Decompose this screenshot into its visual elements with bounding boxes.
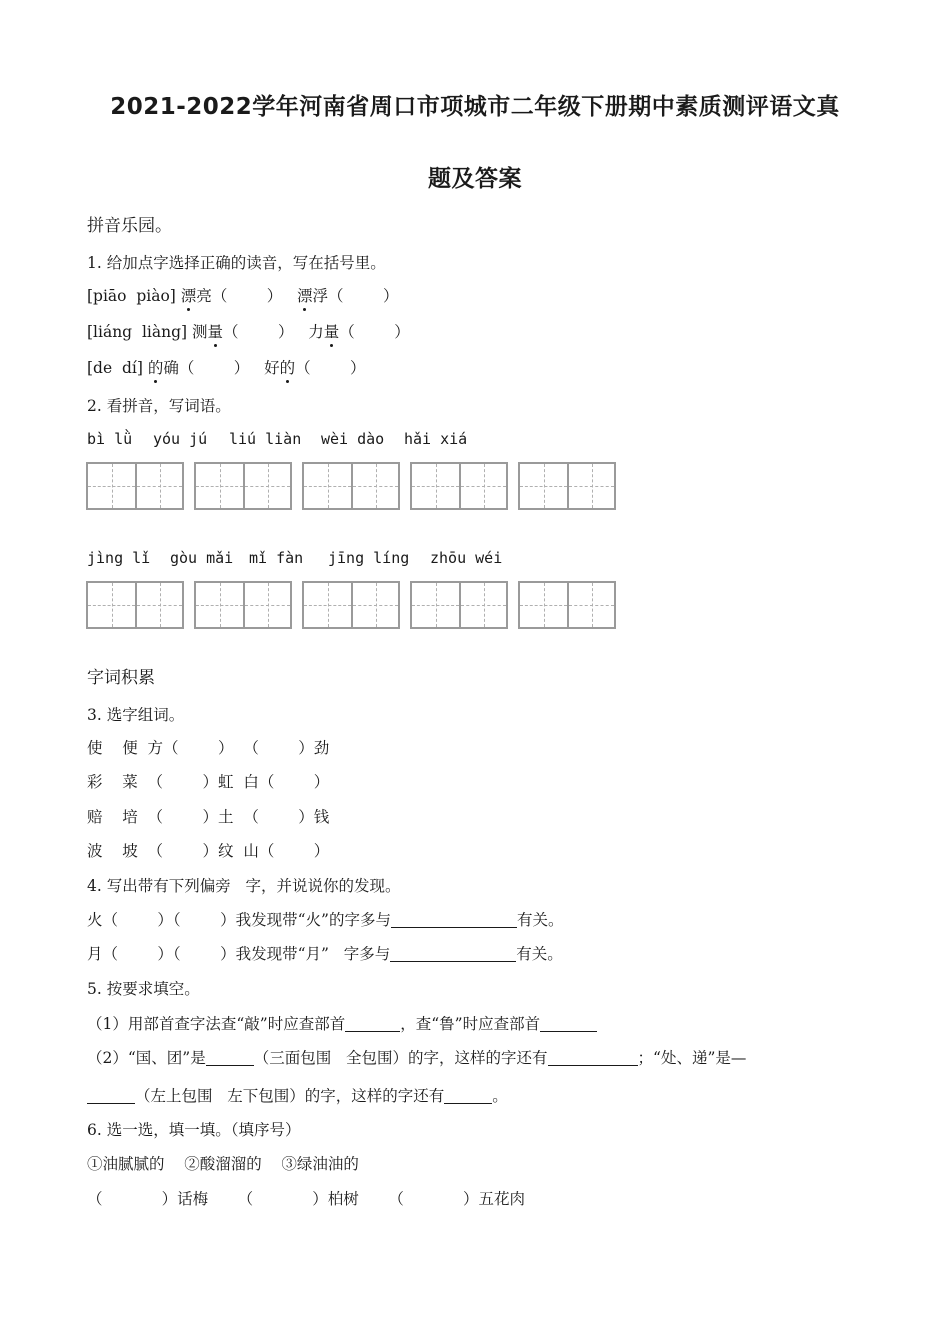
- q3-row[interactable]: 彩 菜 （ ）虹 白（ ）: [87, 773, 330, 791]
- writing-grid[interactable]: [410, 581, 508, 629]
- pinyin-label: jìng lǐ: [87, 549, 151, 567]
- answer-blank[interactable]: [391, 911, 517, 928]
- q1-row-1-word2[interactable]: 浮（ ）: [312, 287, 399, 305]
- pinyin-label: wèi dào: [321, 430, 385, 448]
- writing-grid[interactable]: [194, 462, 292, 510]
- q4-row-1-end: 有关。: [516, 911, 564, 929]
- q3-row[interactable]: 使 便 方（ ） （ ）劲: [87, 739, 330, 757]
- q3-row[interactable]: 波 坡 （ ）纹 山（ ）: [87, 842, 330, 860]
- writing-grid[interactable]: [518, 581, 616, 629]
- writing-grid[interactable]: [302, 462, 400, 510]
- q4-prompt: 4. 写出带有下列偏旁 字，并说说你的发现。: [87, 877, 401, 895]
- q3-row[interactable]: 赔 培 （ ）土 （ ）钱: [87, 808, 330, 826]
- q1-row-2-pre2: 力: [308, 323, 324, 341]
- dotted-char: 漂: [180, 287, 197, 305]
- q4-row-2-end: 有关。: [516, 945, 563, 963]
- q5-line-3-b: 。: [492, 1087, 508, 1105]
- q5-line-2-b: （三面包围 全包围）的字，这样的字还有: [253, 1049, 548, 1067]
- q1-row-2-options: [liáng liàng]: [87, 323, 188, 341]
- pinyin-label: mǐ fàn: [249, 549, 304, 567]
- q1-row-3: [87, 357, 366, 379]
- pinyin-label: yóu jú: [153, 430, 208, 448]
- radical-label: 月: [87, 945, 103, 963]
- q5-line-2-a: （2）“国、团”是: [87, 1049, 206, 1067]
- q1-row-2-word1[interactable]: （ ）: [223, 323, 294, 341]
- pinyin-label: zhōu wéi: [430, 549, 503, 567]
- q5-line-2-c: ；“处、递”是—: [637, 1049, 747, 1067]
- q5-line-1-b: ，查“鲁”时应查部首: [400, 1015, 541, 1033]
- q6-prompt: 6. 选一选，填一填。（填序号）: [87, 1121, 301, 1139]
- answer-blank[interactable]: [345, 1015, 400, 1032]
- q1-row-1-options: [piāo piào]: [87, 287, 176, 305]
- writing-grid[interactable]: [86, 581, 184, 629]
- q2-prompt: 2. 看拼音，写词语。: [87, 397, 231, 415]
- q1-row-1: [87, 285, 398, 307]
- q4-row-1[interactable]: [87, 909, 563, 931]
- title-line-1: 2021-2022学年河南省周口市项城市二年级下册期中素质测评语文真: [110, 94, 840, 120]
- section-words-heading: 字词积累: [87, 668, 155, 688]
- q1-prompt: 1. 给加点字选择正确的读音，写在括号里。: [87, 254, 386, 272]
- pinyin-label: hǎi xiá: [404, 430, 468, 448]
- q1-row-3-pre2: 好: [264, 359, 280, 377]
- title-line-2: 题及答案: [428, 166, 522, 192]
- q5-line-2[interactable]: [87, 1047, 746, 1069]
- q6-blanks[interactable]: （ ）话梅 （ ）柏树 （ ）五花肉: [87, 1190, 525, 1208]
- q1-row-3-word2[interactable]: （ ）: [295, 359, 366, 377]
- answer-blank[interactable]: [87, 1087, 135, 1104]
- answer-blank[interactable]: [390, 945, 516, 962]
- q6-options: ①油腻腻的 ②酸溜溜的 ③绿油油的: [87, 1155, 359, 1173]
- section-pinyin-heading: 拼音乐园。: [87, 216, 172, 236]
- dotted-char: 漂: [297, 287, 313, 305]
- writing-grid[interactable]: [302, 581, 400, 629]
- dotted-char: 量: [323, 323, 340, 341]
- pinyin-label: liú liàn: [229, 430, 302, 448]
- writing-grid[interactable]: [86, 462, 184, 510]
- q1-row-2: [87, 321, 410, 343]
- q4-row-2[interactable]: [87, 943, 563, 965]
- q3-prompt: 3. 选字组词。: [87, 706, 185, 724]
- q5-line-1[interactable]: [87, 1013, 597, 1035]
- q5-line-3-a: （左上包围 左下包围）的字，这样的字还有: [135, 1087, 445, 1105]
- q4-row-2-text: （ ）（ ）我发现带“月” 字多与: [102, 945, 391, 963]
- q5-prompt: 5. 按要求填空。: [87, 980, 200, 998]
- dotted-char: 量: [207, 323, 224, 341]
- writing-grid[interactable]: [410, 462, 508, 510]
- q1-row-2-word2[interactable]: （ ）: [339, 323, 410, 341]
- q1-row-3-word1[interactable]: 确（ ）: [163, 359, 250, 377]
- q5-line-1-a: （1）用部首查字法查“敲”时应查部首: [87, 1015, 346, 1033]
- writing-grid[interactable]: [518, 462, 616, 510]
- pinyin-label: bì lǜ: [87, 430, 133, 448]
- answer-blank[interactable]: [444, 1087, 492, 1104]
- q1-row-3-options: [de dí]: [87, 359, 143, 377]
- dotted-char: 的: [147, 359, 164, 377]
- radical-label: 火: [87, 911, 103, 929]
- q4-row-1-text: （ ）（ ）我发现带“火”的字多与: [102, 911, 391, 929]
- q1-row-2-pre1: 测: [192, 323, 208, 341]
- q5-line-3[interactable]: [87, 1085, 508, 1107]
- dotted-char: 的: [279, 359, 296, 377]
- answer-blank[interactable]: [206, 1049, 254, 1066]
- answer-blank[interactable]: [548, 1049, 638, 1066]
- pinyin-label: gòu mǎi: [170, 549, 234, 567]
- q1-row-1-word1[interactable]: 亮（ ）: [196, 287, 283, 305]
- pinyin-label: jīng líng: [328, 549, 410, 567]
- answer-blank[interactable]: [540, 1015, 597, 1032]
- writing-grid[interactable]: [194, 581, 292, 629]
